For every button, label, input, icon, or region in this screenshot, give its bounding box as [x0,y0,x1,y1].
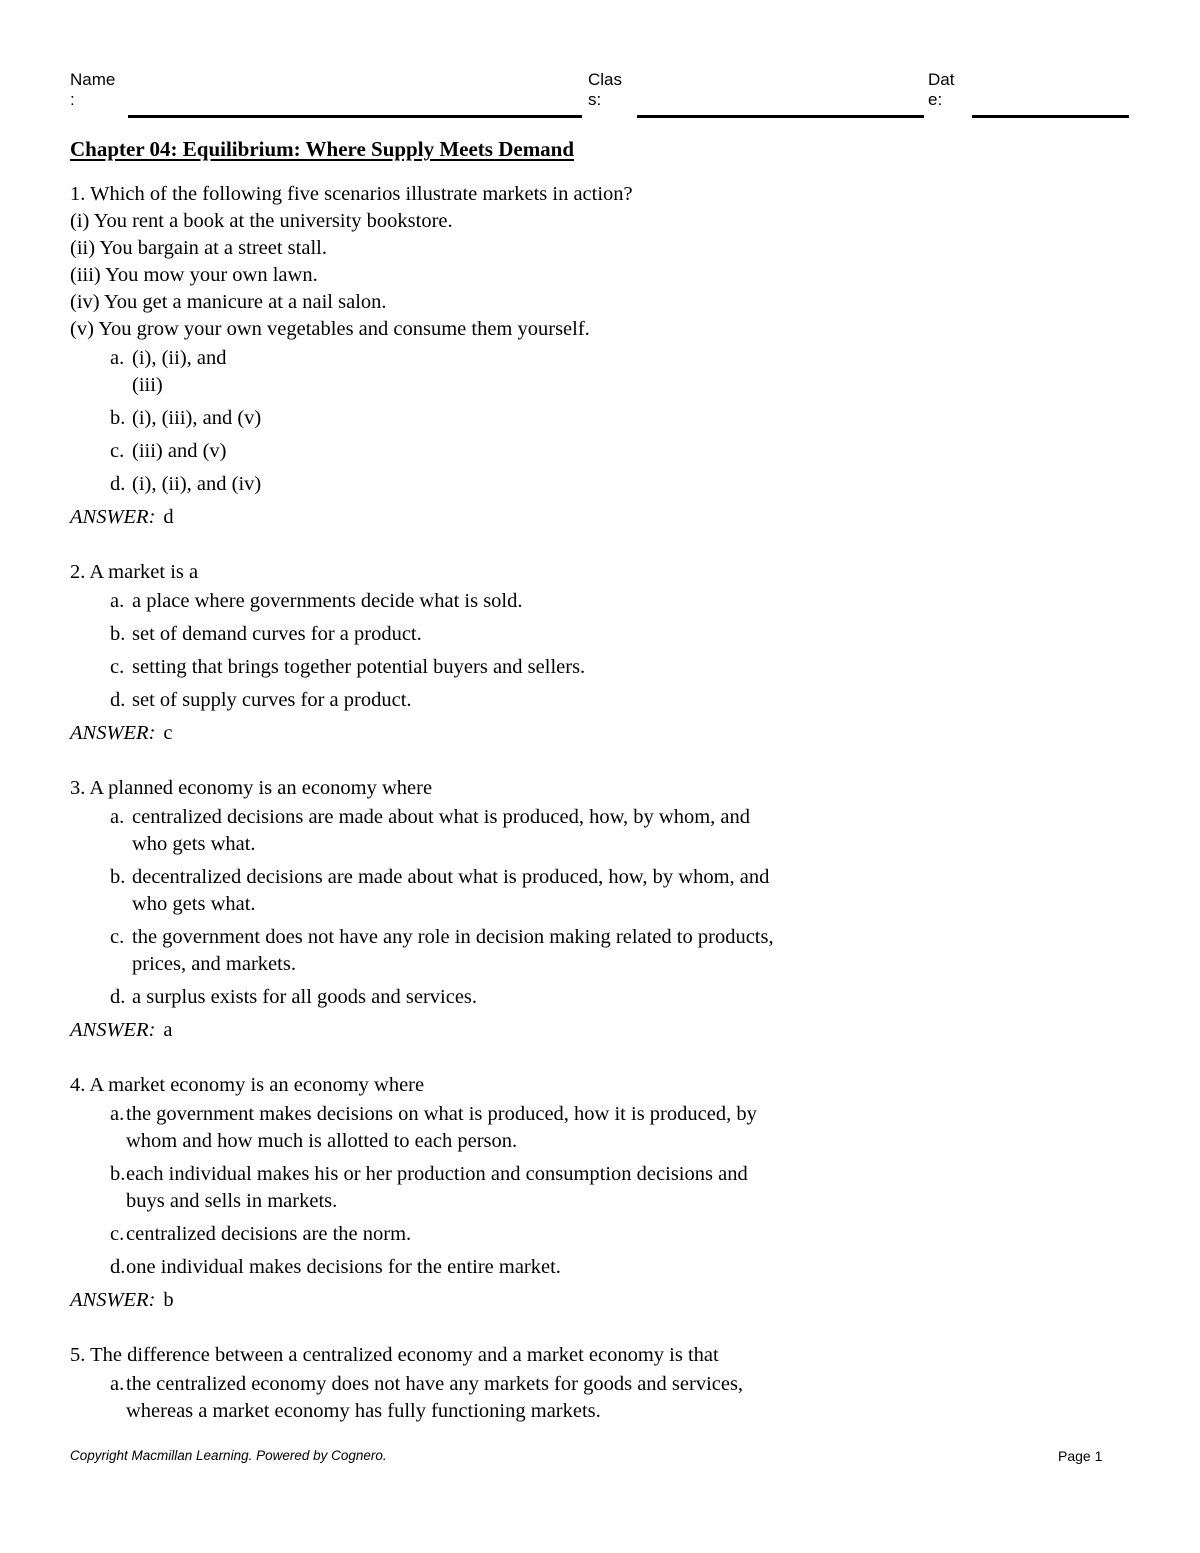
answer-options [70,345,1130,498]
scenario-item: (iii) You mow your own lawn. [70,264,318,286]
name-field-label: Name : [70,70,116,109]
answer-label: ANSWER: [70,506,156,528]
option-c [70,1221,1130,1248]
option-c [70,438,1130,465]
answer-label: ANSWER: [70,1019,156,1041]
option-letter: c. [110,1223,125,1245]
option-letter: c. [110,440,125,462]
option-text: (iii) and (v) [132,440,227,462]
option-a [70,1101,1130,1155]
scenario-item: (ii) You bargain at a street stall. [70,237,327,259]
option-letter: c. [110,656,125,678]
option-a [70,345,1130,399]
option-c [70,924,1130,978]
option-letter: d. [110,689,126,711]
option-a [70,1371,1130,1425]
option-letter: d. [110,986,126,1008]
option-letter: b. [110,1163,126,1185]
answer-options [70,1371,1130,1425]
option-letter: b. [110,623,126,645]
option-letter: a. [110,590,125,612]
option-d [70,471,1130,498]
option-text: (i), (ii), and (iii) [132,347,227,396]
option-letter: a. [110,806,125,828]
option-d [70,687,1130,714]
option-b [70,405,1130,432]
answer-value: d [163,506,174,528]
answer-label: ANSWER: [70,722,156,744]
option-letter: a. [110,347,125,369]
option-letter: b. [110,866,126,888]
option-letter: d. [110,473,126,495]
option-text: (i), (iii), and (v) [132,407,262,429]
option-text: set of supply curves for a product. [132,689,412,711]
answer-options [70,1101,1130,1281]
answer-line [70,1017,1130,1044]
option-text: a place where governments decide what is sold. [132,590,523,612]
copyright-footer: Copyright Macmillan Learning. Powered by Cognero. [70,1448,387,1463]
option-letter: a. [110,1373,125,1395]
option-text: setting that brings together potential buyers and sellers. [132,656,586,678]
option-text: centralized decisions are made about what is produced, how, by whom, and who gets what. [132,806,751,855]
option-letter: c. [110,926,125,948]
question-4 [70,1072,1130,1314]
answer-value: c [163,722,173,744]
chapter-title: Chapter 04: Equilibrium: Where Supply Meets Demand [70,137,575,161]
question-2 [70,559,1130,747]
answer-value: a [163,1019,173,1041]
question-1 [70,181,1130,531]
option-text: (i), (ii), and (iv) [132,473,262,495]
option-letter: a. [110,1103,125,1125]
class-field-line[interactable] [637,115,924,118]
answer-value: b [163,1289,174,1311]
option-b [70,1161,1130,1215]
date-field-line[interactable] [972,115,1129,118]
scenario-item: (v) You grow your own vegetables and consume them yourself. [70,318,590,340]
answer-line [70,504,1130,531]
scenario-item: (i) You rent a book at the university bookstore. [70,210,453,232]
date-field-label: Dat e: [928,70,955,109]
option-text: centralized decisions are the norm. [126,1223,412,1245]
option-d [70,984,1130,1011]
option-text: decentralized decisions are made about what is produced, how, by whom, and who gets what. [132,866,770,915]
option-text: the government makes decisions on what is produced, how it is produced, by whom and how much is allotted to each person. [126,1103,757,1152]
option-text: set of demand curves for a product. [132,623,422,645]
option-b [70,621,1130,648]
option-text: the centralized economy does not have any markets for goods and services, whereas a market economy has fully functioning markets. [126,1373,744,1422]
class-field-label: Clas s: [588,70,623,109]
answer-line [70,1287,1130,1314]
option-text: each individual makes his or her production and consumption decisions and buys and sells in markets. [126,1163,748,1212]
question-3 [70,775,1130,1044]
question-stem: 1. Which of the following five scenarios illustrate markets in action? [70,183,633,205]
option-d [70,1254,1130,1281]
answer-line [70,720,1130,747]
answer-options [70,588,1130,714]
question-list [70,181,1130,1431]
option-letter: b. [110,407,126,429]
question-stem: 2. A market is a [70,561,199,583]
question-stem: 3. A planned economy is an economy where [70,777,433,799]
option-a [70,804,1130,858]
option-text: a surplus exists for all goods and services. [132,986,478,1008]
page-number: Page 1 [1058,1448,1103,1464]
answer-options [70,804,1130,1011]
option-text: one individual makes decisions for the entire market. [126,1256,561,1278]
answer-label: ANSWER: [70,1289,156,1311]
question-stem: 4. A market economy is an economy where [70,1074,425,1096]
option-b [70,864,1130,918]
name-field-line[interactable] [128,115,582,118]
question-5 [70,1342,1130,1425]
option-c [70,654,1130,681]
question-stem: 5. The difference between a centralized economy and a market economy is that [70,1344,719,1366]
option-a [70,588,1130,615]
option-letter: d. [110,1256,126,1278]
scenario-item: (iv) You get a manicure at a nail salon. [70,291,387,313]
option-text: the government does not have any role in decision making related to products, prices, and markets. [132,926,774,975]
